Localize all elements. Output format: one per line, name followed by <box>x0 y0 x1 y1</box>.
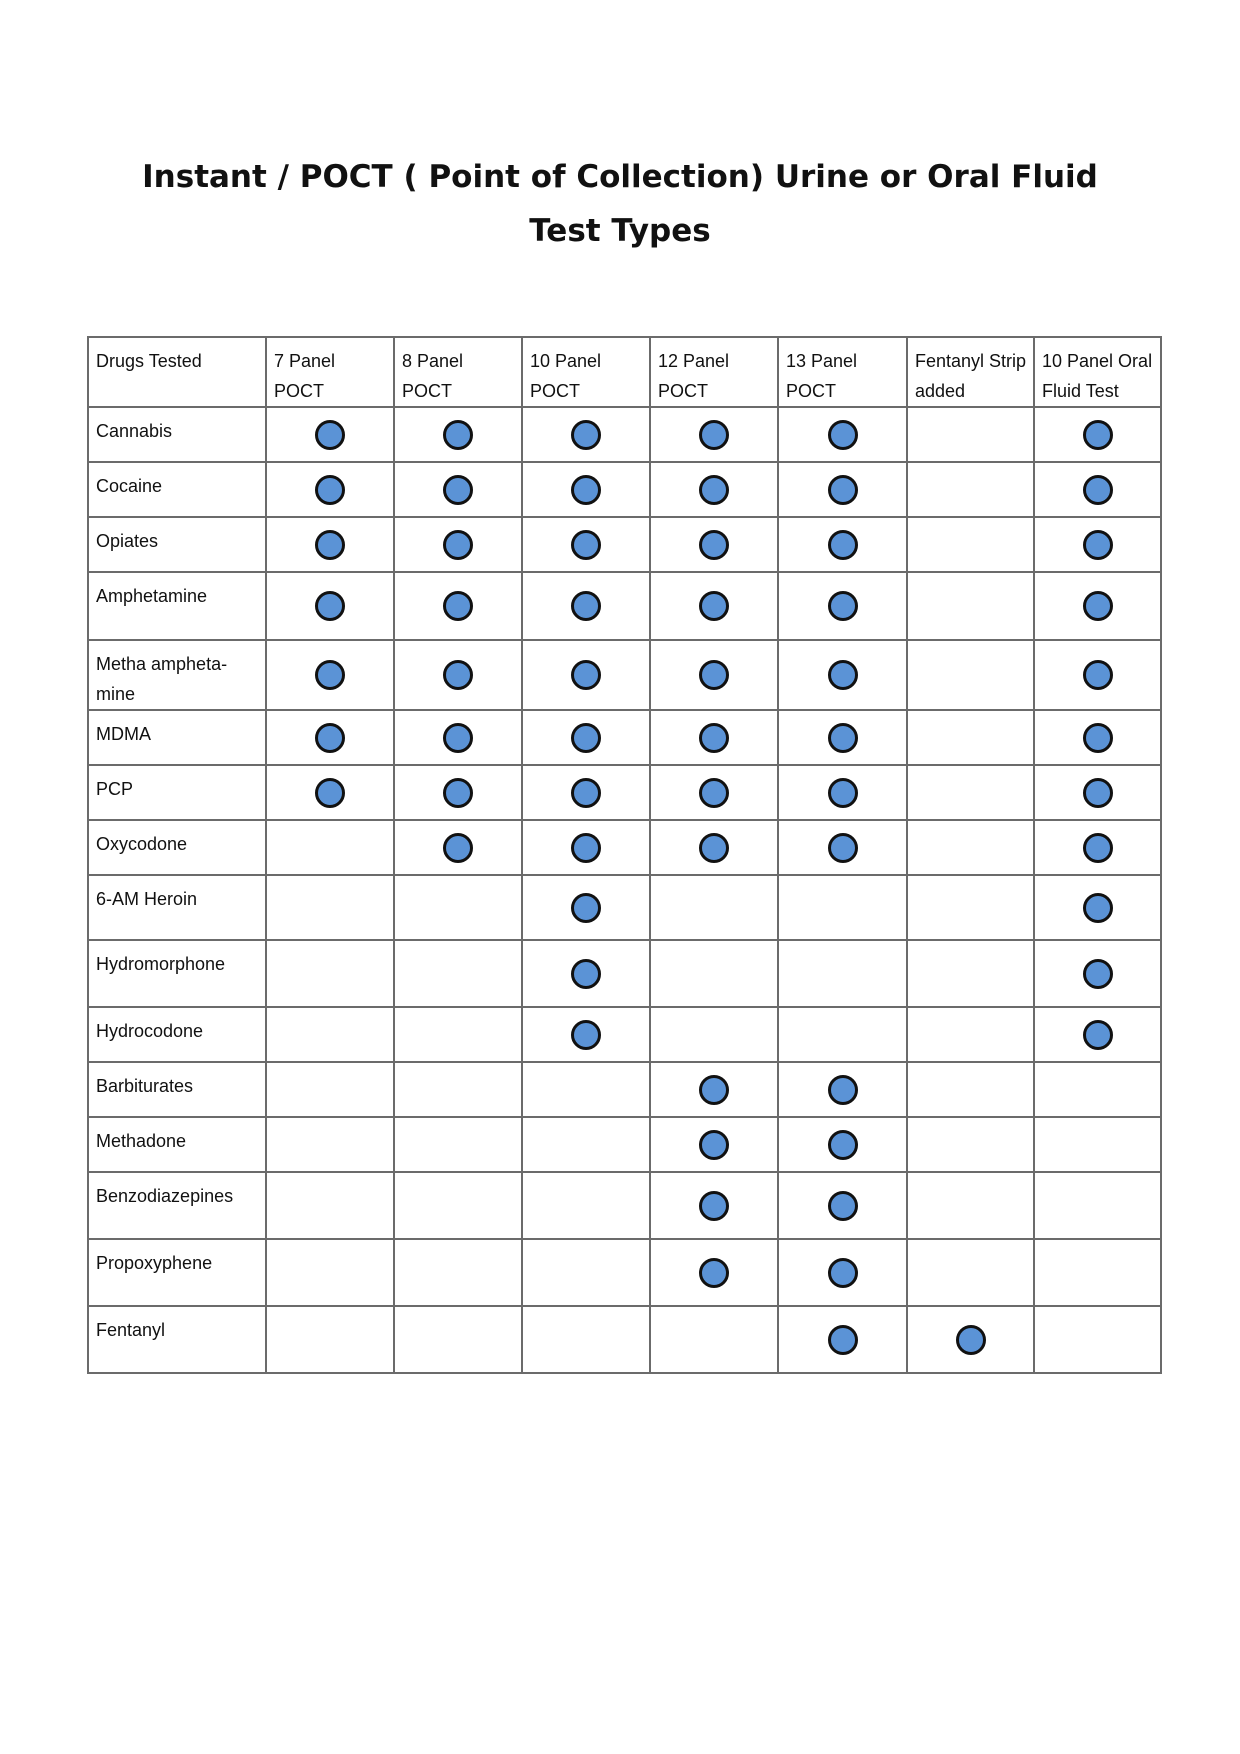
panel-cell <box>394 1172 522 1239</box>
drug-name-cell: Propoxyphene <box>88 1239 266 1306</box>
panel-cell <box>650 875 778 940</box>
included-dot-icon <box>443 660 473 690</box>
panel-cell <box>266 572 394 640</box>
panel-cell <box>1034 1306 1161 1373</box>
panel-cell <box>778 462 907 517</box>
included-dot-icon <box>828 530 858 560</box>
panel-cell <box>266 640 394 710</box>
panel-cell <box>650 1239 778 1306</box>
panel-cell <box>907 875 1034 940</box>
panel-cell <box>1034 1239 1161 1306</box>
drug-name-cell: Fentanyl <box>88 1306 266 1373</box>
table-row <box>88 1007 1161 1062</box>
panel-cell <box>650 710 778 765</box>
table-row <box>88 462 1161 517</box>
table-row <box>88 640 1161 710</box>
included-dot-icon <box>828 833 858 863</box>
drug-name-cell: Hydromorphone <box>88 940 266 1007</box>
panel-cell <box>1034 640 1161 710</box>
panel-cell <box>907 572 1034 640</box>
panel-cell <box>778 1007 907 1062</box>
panel-cell <box>650 640 778 710</box>
included-dot-icon <box>1083 420 1113 450</box>
panel-cell <box>266 1306 394 1373</box>
included-dot-icon <box>699 475 729 505</box>
included-dot-icon <box>1083 723 1113 753</box>
included-dot-icon <box>1083 959 1113 989</box>
panel-cell <box>650 572 778 640</box>
drug-name-cell: Cocaine <box>88 462 266 517</box>
panel-cell <box>522 940 650 1007</box>
panel-cell <box>1034 710 1161 765</box>
included-dot-icon <box>699 1075 729 1105</box>
panel-cell <box>778 940 907 1007</box>
panel-cell <box>778 765 907 820</box>
panel-cell <box>907 1062 1034 1117</box>
included-dot-icon <box>699 833 729 863</box>
drug-name-cell: Metha ampheta-mine <box>88 640 266 710</box>
panel-cell <box>394 940 522 1007</box>
panel-cell <box>1034 940 1161 1007</box>
table-body <box>88 407 1161 1373</box>
panel-cell <box>266 1062 394 1117</box>
panel-cell <box>394 407 522 462</box>
panel-cell <box>1034 572 1161 640</box>
included-dot-icon <box>828 591 858 621</box>
column-header: 8 Panel POCT <box>394 337 522 407</box>
included-dot-icon <box>315 723 345 753</box>
panel-cell <box>650 1172 778 1239</box>
included-dot-icon <box>1083 660 1113 690</box>
panel-cell <box>778 407 907 462</box>
panel-cell <box>266 875 394 940</box>
panel-cell <box>650 462 778 517</box>
header-row <box>88 337 1161 407</box>
included-dot-icon <box>315 778 345 808</box>
included-dot-icon <box>699 723 729 753</box>
panel-cell <box>778 710 907 765</box>
panel-cell <box>266 765 394 820</box>
table-row <box>88 407 1161 462</box>
included-dot-icon <box>443 723 473 753</box>
panel-cell <box>650 820 778 875</box>
included-dot-icon <box>315 475 345 505</box>
panel-cell <box>394 820 522 875</box>
column-header: 7 Panel POCT <box>266 337 394 407</box>
panel-cell <box>394 1306 522 1373</box>
panel-cell <box>1034 462 1161 517</box>
table-row <box>88 765 1161 820</box>
panel-cell <box>522 820 650 875</box>
included-dot-icon <box>571 591 601 621</box>
included-dot-icon <box>1083 778 1113 808</box>
panel-cell <box>778 820 907 875</box>
column-header: Fentanyl Strip added <box>907 337 1034 407</box>
table-row <box>88 820 1161 875</box>
panel-cell <box>1034 765 1161 820</box>
included-dot-icon <box>1083 530 1113 560</box>
included-dot-icon <box>828 420 858 450</box>
panel-cell <box>394 517 522 572</box>
drug-name-cell: MDMA <box>88 710 266 765</box>
drug-name-cell: Cannabis <box>88 407 266 462</box>
panel-cell <box>1034 1062 1161 1117</box>
panel-cell <box>907 462 1034 517</box>
table-row <box>88 1062 1161 1117</box>
included-dot-icon <box>443 475 473 505</box>
included-dot-icon <box>699 1130 729 1160</box>
panel-cell <box>907 1007 1034 1062</box>
panel-cell <box>266 517 394 572</box>
panel-cell <box>907 1172 1034 1239</box>
panel-cell <box>907 710 1034 765</box>
included-dot-icon <box>571 723 601 753</box>
panel-cell <box>522 572 650 640</box>
panel-cell <box>778 572 907 640</box>
panel-cell <box>394 640 522 710</box>
drug-name-cell: PCP <box>88 765 266 820</box>
included-dot-icon <box>571 893 601 923</box>
drug-name-cell: Opiates <box>88 517 266 572</box>
panel-cell <box>650 1306 778 1373</box>
column-header: 12 Panel POCT <box>650 337 778 407</box>
included-dot-icon <box>699 660 729 690</box>
panel-cell <box>650 407 778 462</box>
panel-cell <box>522 765 650 820</box>
panel-cell <box>778 1306 907 1373</box>
panel-cell <box>778 1062 907 1117</box>
panel-cell <box>394 1007 522 1062</box>
panel-cell <box>266 1117 394 1172</box>
drug-name-cell: Benzodiazepines <box>88 1172 266 1239</box>
panel-cell <box>266 820 394 875</box>
panel-cell <box>907 940 1034 1007</box>
included-dot-icon <box>828 778 858 808</box>
panel-cell <box>522 710 650 765</box>
included-dot-icon <box>828 475 858 505</box>
panel-cell <box>778 517 907 572</box>
panel-cell <box>650 517 778 572</box>
panel-cell <box>394 462 522 517</box>
panel-cell <box>907 1117 1034 1172</box>
panel-cell <box>394 1239 522 1306</box>
table-row <box>88 710 1161 765</box>
panel-cell <box>778 1239 907 1306</box>
included-dot-icon <box>828 1075 858 1105</box>
included-dot-icon <box>443 530 473 560</box>
included-dot-icon <box>571 1020 601 1050</box>
panel-cell <box>907 1239 1034 1306</box>
included-dot-icon <box>699 1258 729 1288</box>
included-dot-icon <box>443 420 473 450</box>
panel-cell <box>907 640 1034 710</box>
table-row <box>88 875 1161 940</box>
panel-cell <box>266 462 394 517</box>
panel-cell <box>394 572 522 640</box>
table-row <box>88 1172 1161 1239</box>
included-dot-icon <box>699 420 729 450</box>
drug-name-cell: Hydrocodone <box>88 1007 266 1062</box>
included-dot-icon <box>443 591 473 621</box>
included-dot-icon <box>571 778 601 808</box>
panel-cell <box>1034 820 1161 875</box>
panel-cell <box>778 1117 907 1172</box>
panel-cell <box>907 407 1034 462</box>
panel-cell <box>650 1007 778 1062</box>
drug-name-cell: Methadone <box>88 1117 266 1172</box>
column-header: 10 Panel POCT <box>522 337 650 407</box>
drug-name-cell: 6-AM Heroin <box>88 875 266 940</box>
included-dot-icon <box>699 591 729 621</box>
panel-cell <box>522 1117 650 1172</box>
panel-cell <box>522 462 650 517</box>
drug-panel-table <box>87 336 1162 1374</box>
panel-cell <box>394 765 522 820</box>
panel-cell <box>522 875 650 940</box>
panel-cell <box>650 1062 778 1117</box>
column-header: 13 Panel POCT <box>778 337 907 407</box>
panel-cell <box>778 875 907 940</box>
included-dot-icon <box>571 833 601 863</box>
included-dot-icon <box>315 591 345 621</box>
included-dot-icon <box>828 660 858 690</box>
panel-cell <box>907 1306 1034 1373</box>
table-row <box>88 1239 1161 1306</box>
table-row <box>88 517 1161 572</box>
included-dot-icon <box>1083 833 1113 863</box>
table-row <box>88 1306 1161 1373</box>
table-row <box>88 1117 1161 1172</box>
included-dot-icon <box>956 1325 986 1355</box>
panel-cell <box>394 1117 522 1172</box>
panel-cell <box>522 1306 650 1373</box>
panel-cell <box>1034 517 1161 572</box>
panel-cell <box>266 940 394 1007</box>
included-dot-icon <box>443 833 473 863</box>
panel-cell <box>522 1172 650 1239</box>
included-dot-icon <box>828 723 858 753</box>
row-header-cell: Drugs Tested <box>88 337 266 407</box>
included-dot-icon <box>315 660 345 690</box>
column-header: 10 Panel Oral Fluid Test <box>1034 337 1161 407</box>
included-dot-icon <box>315 420 345 450</box>
panel-cell <box>650 1117 778 1172</box>
panel-cell <box>394 710 522 765</box>
panel-cell <box>907 765 1034 820</box>
included-dot-icon <box>828 1191 858 1221</box>
panel-cell <box>266 1172 394 1239</box>
panel-cell <box>522 1239 650 1306</box>
panel-cell <box>522 407 650 462</box>
panel-cell <box>266 1007 394 1062</box>
included-dot-icon <box>1083 475 1113 505</box>
panel-cell <box>907 820 1034 875</box>
panel-cell <box>522 1062 650 1117</box>
panel-cell <box>907 517 1034 572</box>
included-dot-icon <box>571 475 601 505</box>
panel-cell <box>266 710 394 765</box>
table-row <box>88 572 1161 640</box>
panel-cell <box>650 765 778 820</box>
panel-cell <box>650 940 778 1007</box>
panel-cell <box>522 517 650 572</box>
included-dot-icon <box>571 420 601 450</box>
included-dot-icon <box>699 530 729 560</box>
panel-cell <box>522 1007 650 1062</box>
panel-cell <box>778 640 907 710</box>
drug-name-cell: Amphetamine <box>88 572 266 640</box>
panel-cell <box>266 407 394 462</box>
panel-cell <box>1034 407 1161 462</box>
drug-name-cell: Oxycodone <box>88 820 266 875</box>
included-dot-icon <box>315 530 345 560</box>
included-dot-icon <box>571 959 601 989</box>
panel-cell <box>1034 1172 1161 1239</box>
drug-name-cell: Barbiturates <box>88 1062 266 1117</box>
panel-cell <box>778 1172 907 1239</box>
included-dot-icon <box>571 660 601 690</box>
included-dot-icon <box>828 1130 858 1160</box>
panel-cell <box>522 640 650 710</box>
panel-cell <box>394 875 522 940</box>
panel-cell <box>1034 875 1161 940</box>
page-title: Instant / POCT ( Point of Collection) Urine or Oral Fluid Test Types <box>142 159 1098 249</box>
included-dot-icon <box>828 1258 858 1288</box>
included-dot-icon <box>443 778 473 808</box>
panel-cell <box>1034 1007 1161 1062</box>
included-dot-icon <box>699 778 729 808</box>
panel-cell <box>1034 1117 1161 1172</box>
included-dot-icon <box>1083 1020 1113 1050</box>
included-dot-icon <box>571 530 601 560</box>
panel-cell <box>394 1062 522 1117</box>
included-dot-icon <box>828 1325 858 1355</box>
panel-cell <box>266 1239 394 1306</box>
table-row <box>88 940 1161 1007</box>
included-dot-icon <box>699 1191 729 1221</box>
included-dot-icon <box>1083 893 1113 923</box>
included-dot-icon <box>1083 591 1113 621</box>
